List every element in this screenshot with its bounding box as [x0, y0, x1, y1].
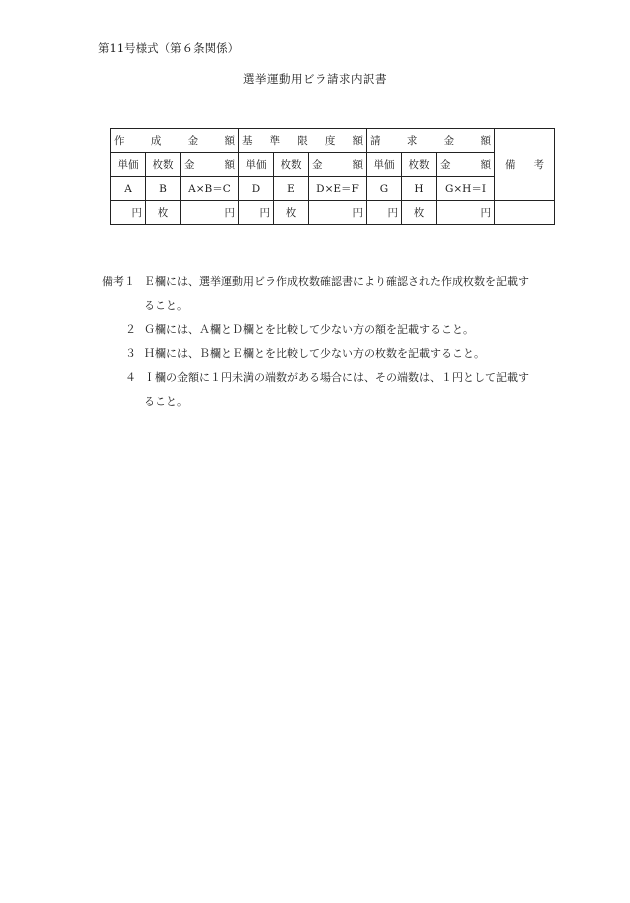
remarks-cell[interactable] [495, 201, 555, 225]
col-name: 枚数 [146, 153, 181, 177]
note-text: Ｇ欄には、Ａ欄とＤ欄とを比較して少ない方の額を記載すること。 [144, 323, 474, 336]
note-item [102, 270, 572, 318]
col-code: A×B＝C [181, 177, 239, 201]
unit-price-cell[interactable]: 円 [367, 201, 402, 225]
breakdown-table [110, 128, 555, 225]
amount-cell[interactable]: 円 [437, 201, 495, 225]
col-name: 枚数 [402, 153, 437, 177]
form-number: 第11号様式（第６条関係） [98, 41, 240, 55]
note-number: 備考１ [102, 275, 135, 288]
col-code: E [274, 177, 309, 201]
note-number: ４ [125, 371, 136, 384]
col-name: 単価 [111, 153, 146, 177]
group-header-creation: 作 成 金 額 [111, 129, 239, 153]
col-code: B [146, 177, 181, 201]
col-code: D [239, 177, 274, 201]
col-code: H [402, 177, 437, 201]
notes-section [102, 270, 572, 414]
note-text: Ｉ欄の金額に１円未満の端数がある場合には、その端数は、１円として記載す ること。 [144, 371, 529, 408]
col-code: A [111, 177, 146, 201]
col-name: 単価 [367, 153, 402, 177]
col-name: 金 額 [437, 153, 495, 177]
note-item [102, 318, 572, 342]
note-number: ２ [125, 323, 136, 336]
note-item [102, 342, 572, 366]
amount-cell[interactable]: 円 [181, 201, 239, 225]
remarks-header: 備 考 [495, 129, 555, 201]
col-name: 単価 [239, 153, 274, 177]
group-header-limit: 基 準 限 度 額 [239, 129, 367, 153]
col-name: 金 額 [309, 153, 367, 177]
note-text: Ｅ欄には、選挙運動用ビラ作成枚数確認書により確認された作成枚数を記載す ること。 [144, 275, 529, 312]
unit-price-cell[interactable]: 円 [111, 201, 146, 225]
notes-label: 備考 [102, 275, 124, 288]
unit-price-cell[interactable]: 円 [239, 201, 274, 225]
column-code-row [111, 177, 555, 201]
document-title: 選挙運動用ビラ請求内訳書 [243, 72, 387, 86]
count-cell[interactable]: 枚 [402, 201, 437, 225]
col-code: G×H＝I [437, 177, 495, 201]
count-cell[interactable]: 枚 [274, 201, 309, 225]
col-name: 金 額 [181, 153, 239, 177]
note-text: Ｈ欄には、Ｂ欄とＥ欄とを比較して少ない方の枚数を記載すること。 [144, 347, 485, 360]
col-name: 枚数 [274, 153, 309, 177]
col-code: G [367, 177, 402, 201]
note-item [102, 366, 572, 414]
entry-row [111, 201, 555, 225]
group-header-row [111, 129, 555, 153]
note-number: ３ [125, 347, 136, 360]
col-code: D×E＝F [309, 177, 367, 201]
column-name-row [111, 153, 555, 177]
group-header-claim: 請 求 金 額 [367, 129, 495, 153]
amount-cell[interactable]: 円 [309, 201, 367, 225]
count-cell[interactable]: 枚 [146, 201, 181, 225]
